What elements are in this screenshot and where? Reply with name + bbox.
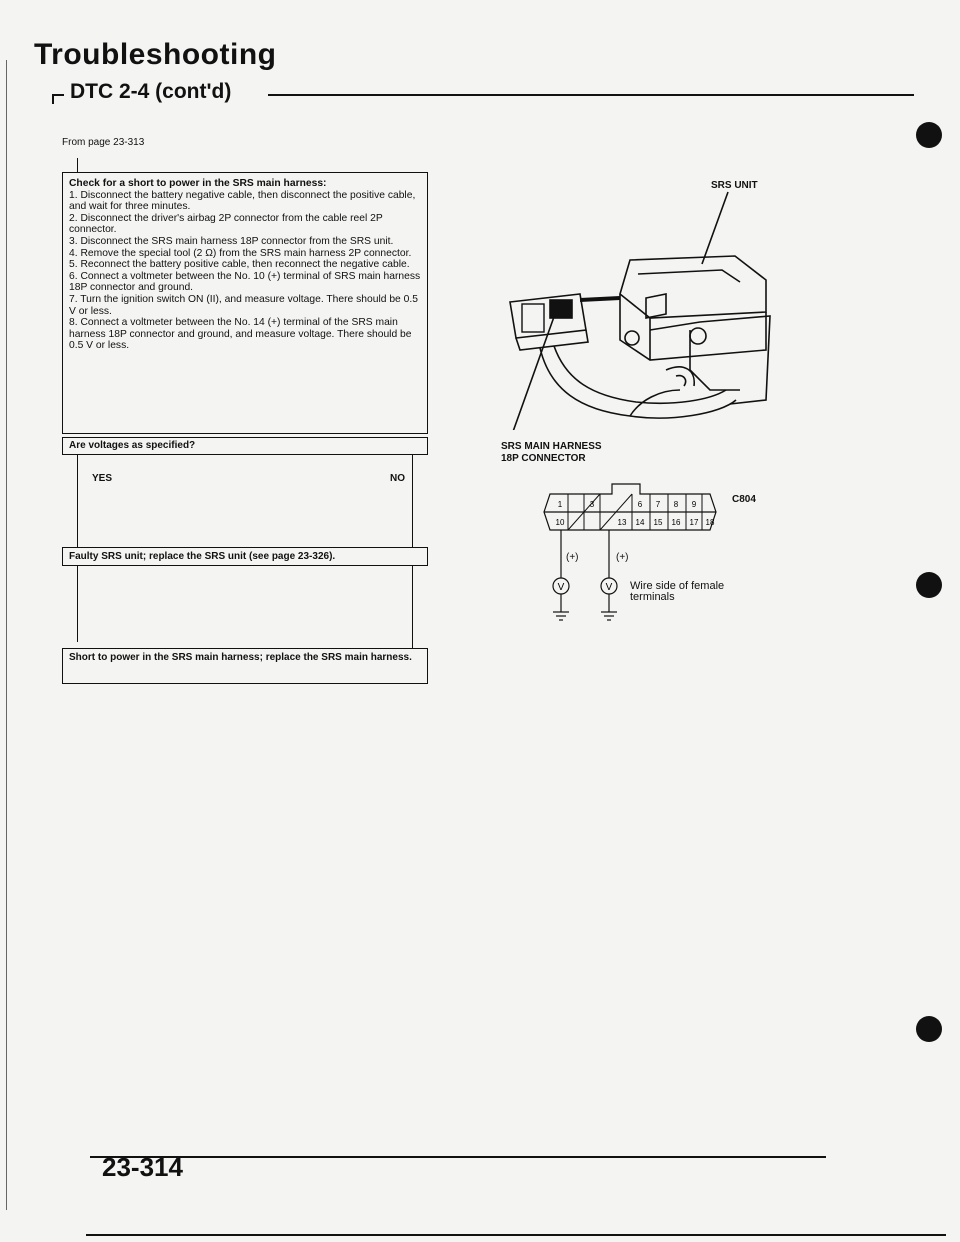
pin-13: 13 [617, 518, 627, 527]
pin-17: 17 [689, 518, 699, 527]
from-page-reference: From page 23-313 [62, 137, 145, 148]
no-label: NO [390, 473, 405, 484]
binder-hole [916, 1016, 942, 1042]
pin-16: 16 [671, 518, 681, 527]
binder-hole [916, 122, 942, 148]
left-edge-line [6, 60, 7, 1210]
pin-8: 8 [673, 500, 679, 509]
question-box [62, 437, 428, 455]
wire-side-line2: terminals [630, 591, 675, 603]
harness-label-line1: SRS MAIN HARNESS [501, 441, 602, 452]
procedure-step: 7. Turn the ignition switch ON (II), and measure voltage. There should be 0.5 V or less. [69, 293, 418, 317]
header-rule-left-tick [52, 94, 54, 104]
procedure-box [62, 172, 428, 434]
pin-3: 3 [589, 500, 595, 509]
srs-unit-illustration [470, 190, 780, 430]
probe-right-label: (+) [616, 552, 629, 563]
procedure-step: 2. Disconnect the driver's airbag 2P connector from the cable reel 2P connector. [69, 212, 383, 236]
procedure-step: 5. Reconnect the battery positive cable, then reconnect the negative cable. [69, 259, 410, 271]
voltmeter-symbol-right: V [605, 582, 613, 593]
question-text: Are voltages as specified? [69, 440, 196, 451]
binder-hole [916, 572, 942, 598]
probe-left-label: (+) [566, 552, 579, 563]
flow-line-yes [77, 455, 78, 547]
yes-result-box [62, 547, 428, 566]
procedure-step: 3. Disconnect the SRS main harness 18P connector from the SRS unit. [69, 235, 394, 247]
connector-row-2 [556, 518, 715, 527]
bottom-rule-lower [86, 1234, 946, 1236]
pin-18: 18 [705, 518, 715, 527]
voltmeter-symbol-left: V [557, 582, 565, 593]
bottom-rule-upper [90, 1156, 826, 1158]
pin-9: 9 [691, 500, 697, 509]
harness-label-line2: 18P CONNECTOR [501, 453, 586, 464]
procedure-step: 6. Connect a voltmeter between the No. 10 (+) terminal of SRS main harness 18P connector and ground. [69, 270, 421, 294]
procedure-step: 4. Remove the special tool (2 Ω) from the SRS main harness 2P connector. [69, 247, 412, 259]
procedure-steps [69, 190, 421, 352]
page-title: Troubleshooting [34, 38, 277, 71]
procedure-step: 8. Connect a voltmeter between the No. 14 (+) terminal of the SRS main harness 18P connector and ground, and measure voltage. There should be 0.5 V or less. [69, 317, 412, 352]
pin-7: 7 [655, 500, 661, 509]
wire-side-line1: Wire side of female [630, 580, 725, 592]
pin-14: 14 [635, 518, 645, 527]
connector-row-1 [558, 500, 697, 509]
no-result-text: Short to power in the SRS main harness; replace the SRS main harness. [69, 652, 412, 663]
page-number: 23-314 [102, 1152, 183, 1182]
flow-line-yes-end [77, 566, 78, 642]
srs-unit-label: SRS UNIT [711, 180, 758, 191]
section-title: DTC 2-4 (cont'd) [70, 80, 232, 103]
voltmeter-probes [552, 530, 642, 630]
wire-side-note [630, 581, 724, 603]
connector-code: C804 [732, 494, 756, 505]
pin-1: 1 [557, 500, 563, 509]
header-rule-right [268, 94, 914, 96]
pin-10: 10 [555, 518, 565, 527]
procedure-heading: Check for a short to power in the SRS main harness: [69, 178, 327, 189]
procedure-step: 1. Disconnect the battery negative cable, then disconnect the positive cable, and wait for three minutes. [69, 189, 416, 213]
pin-6: 6 [637, 500, 643, 509]
yes-result-text: Faulty SRS unit; replace the SRS unit (see page 23-326). [69, 551, 336, 562]
pin-15: 15 [653, 518, 663, 527]
yes-label: YES [92, 473, 113, 484]
no-result-box [62, 648, 428, 684]
flow-connector-top [77, 158, 78, 172]
